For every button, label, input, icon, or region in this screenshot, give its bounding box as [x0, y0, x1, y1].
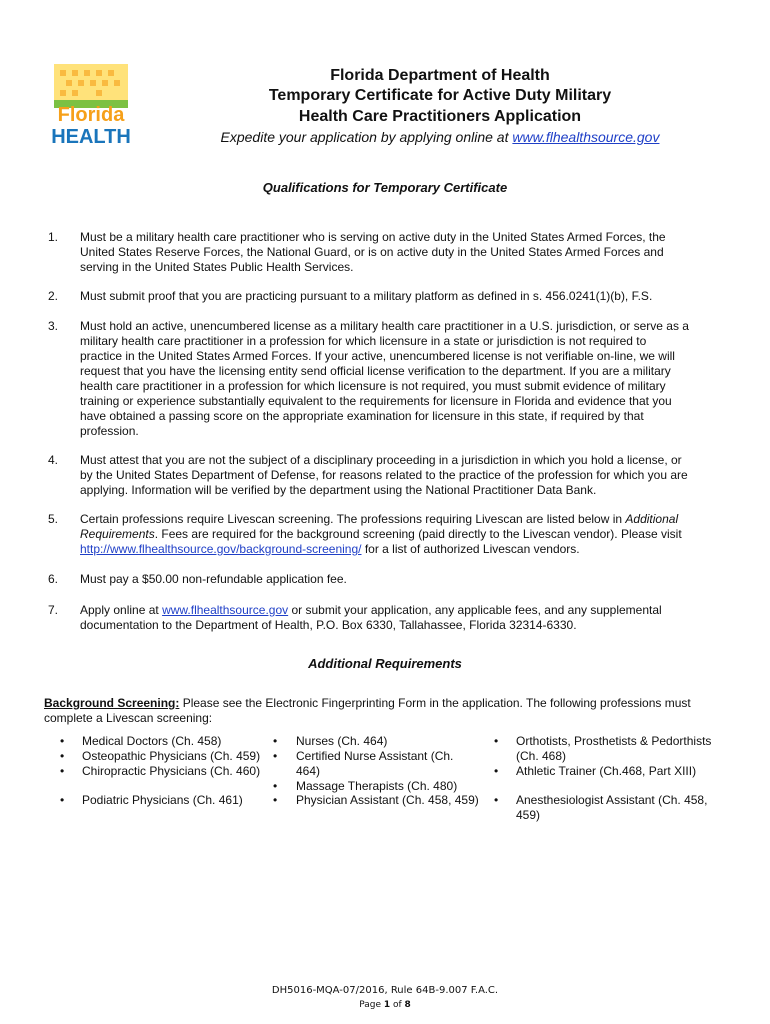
item-number: 4.	[48, 453, 59, 467]
page-of: of	[390, 1000, 405, 1010]
qualification-item-4	[80, 453, 725, 498]
title-line-3: Health Care Practitioners Application	[298, 108, 582, 125]
text-line: Must hold an active, unencumbered license as a military health care practitioner in a U.S. jurisdiction, or serve as a	[80, 319, 689, 333]
text-line: military health care practitioner in a profession for which licensure in a state or jurisdiction is not required to	[80, 334, 647, 348]
text-line: Must submit proof that you are practicing pursuant to a military platform as defined in s. 456.0241(1)(b), F.S.	[80, 289, 653, 303]
expedite-line	[180, 128, 700, 146]
page-number: 1	[383, 1000, 391, 1010]
requirements-italic: Requirements	[80, 527, 155, 541]
profession-item: Nurses (Ch. 464)	[296, 734, 388, 748]
text-span: or submit your application, any applicable fees, and any supplemental	[288, 603, 662, 617]
text-line: training or experience substantially equivalent to the requirements for licensure in Florida and evidence that you	[80, 394, 672, 408]
expedite-text: Expedite your application by applying online at	[220, 129, 513, 145]
profession-item: Chiropractic Physicians (Ch. 460)	[82, 764, 261, 778]
text-span: . Fees are required for the background screening (paid directly to the Livescan vendor). Please visit	[154, 527, 682, 541]
text-line	[44, 696, 734, 711]
bullet: •	[60, 793, 65, 807]
form-number: DH5016-MQA-07/2016, Rule 64B-9.007 F.A.C.	[271, 985, 499, 996]
florida-health-logo	[50, 64, 132, 148]
logo-florida-text: Florida	[57, 104, 125, 126]
text-line: Must be a military health care practitioner who is serving on active duty in the United States Armed Forces, the	[80, 230, 666, 244]
text-line: documentation to the Department of Health, P.O. Box 6330, Tallahassee, Florida 32314-6330.	[80, 618, 577, 632]
flhealthsource-link-2[interactable]: www.flhealthsource.gov	[162, 603, 289, 617]
text-line: profession.	[80, 424, 139, 438]
qualification-item-3	[80, 319, 725, 439]
item-number: 1.	[48, 230, 59, 244]
qualification-item-1	[80, 230, 725, 275]
bullet: •	[60, 734, 65, 748]
text-line: serving in the United States Public Health Services.	[80, 260, 354, 274]
flhealthsource-link[interactable]: www.flhealthsource.gov	[512, 129, 660, 145]
page-label: Page	[359, 1000, 384, 1010]
text-line	[80, 603, 725, 618]
bullet: •	[60, 764, 65, 778]
text-line	[80, 542, 725, 557]
item-number: 6.	[48, 572, 59, 586]
text-span: Please see the Electronic Fingerprinting Form in the application. The following professions must	[179, 696, 691, 710]
qualification-item-2	[80, 289, 725, 304]
background-screening-label: Background Screening:	[44, 696, 180, 710]
profession-item: Orthotists, Prosthetists & Pedorthists	[516, 734, 712, 748]
item-number: 2.	[48, 289, 59, 303]
background-screening-link[interactable]: http://www.flhealthsource.gov/background-screening/	[80, 542, 362, 556]
florida-health-logo-graphic	[50, 64, 132, 148]
profession-item: Physician Assistant (Ch. 458, 459)	[296, 793, 479, 807]
text-line: health care practitioner in a profession for which licensure is not required, you must submit evidence of military	[80, 379, 666, 393]
profession-item: Podiatric Physicians (Ch. 461)	[82, 793, 243, 807]
qualifications-title: Qualifications for Temporary Certificate	[262, 180, 508, 195]
bullet: •	[273, 779, 278, 793]
additional-requirements-title: Additional Requirements	[308, 656, 462, 671]
text-line: Must attest that you are not the subject of a disciplinary proceeding in a jurisdiction in which you hold a license, or	[80, 453, 682, 467]
page-indicator	[0, 1000, 770, 1010]
qualification-item-6	[80, 572, 725, 587]
profession-item: 459)	[516, 808, 541, 822]
profession-item: Certified Nurse Assistant (Ch.	[296, 749, 454, 763]
profession-item: Athletic Trainer (Ch.468, Part XIII)	[516, 764, 697, 778]
bullet: •	[494, 793, 499, 807]
text-span: Apply online at	[80, 603, 163, 617]
text-span: Certain professions require Livescan screening. The professions requiring Livescan are listed below in	[80, 512, 626, 526]
bullet: •	[60, 749, 65, 763]
text-line: applying. Information will be verified by the department using the National Practitioner Data Bank.	[80, 483, 597, 497]
profession-item: (Ch. 468)	[516, 749, 567, 763]
item-number: 5.	[48, 512, 59, 526]
profession-item: Osteopathic Physicians (Ch. 459)	[82, 749, 261, 763]
title-line-2: Temporary Certificate for Active Duty Military	[268, 87, 612, 104]
text-line: practice in the United States Armed Forces. If your active, unencumbered license is not verifiable on-line, we will	[80, 349, 675, 363]
profession-item: 464)	[296, 764, 321, 778]
qualification-item-5	[80, 512, 725, 557]
profession-item: Medical Doctors (Ch. 458)	[82, 734, 222, 748]
item-number: 7.	[48, 603, 59, 617]
text-line: United States Reserve Forces, the National Guard, or is on active duty in the United States Armed Forces and	[80, 245, 664, 259]
text-line	[80, 512, 725, 527]
text-line: Must pay a $50.00 non-refundable application fee.	[80, 572, 347, 586]
page-total: 8	[404, 1000, 411, 1010]
profession-item: Massage Therapists (Ch. 480)	[296, 779, 458, 793]
bullet: •	[494, 734, 499, 748]
bullet: •	[273, 734, 278, 748]
title-line-1: Florida Department of Health	[330, 67, 550, 84]
profession-item: Anesthesiologist Assistant (Ch. 458,	[516, 793, 708, 807]
text-line: by the United States Department of Defense, for reasons related to the practice of the profession for which you are	[80, 468, 688, 482]
logo-health-text: HEALTH	[51, 126, 131, 148]
item-number: 3.	[48, 319, 59, 333]
bullet: •	[494, 764, 499, 778]
text-line	[80, 527, 725, 542]
additional-italic: Additional	[625, 512, 679, 526]
bullet: •	[273, 793, 278, 807]
text-line: have obtained a passing score on the appropriate examination for licensure in this state, if required by that	[80, 409, 644, 423]
text-span: for a list of authorized Livescan vendors.	[361, 542, 580, 556]
text-line: complete a Livescan screening:	[44, 711, 213, 725]
text-line: request that you have the licensing entity send official license verification to the department. If you are a military	[80, 364, 671, 378]
background-screening-paragraph	[44, 696, 734, 726]
qualification-item-7	[80, 603, 725, 633]
bullet: •	[273, 749, 278, 763]
